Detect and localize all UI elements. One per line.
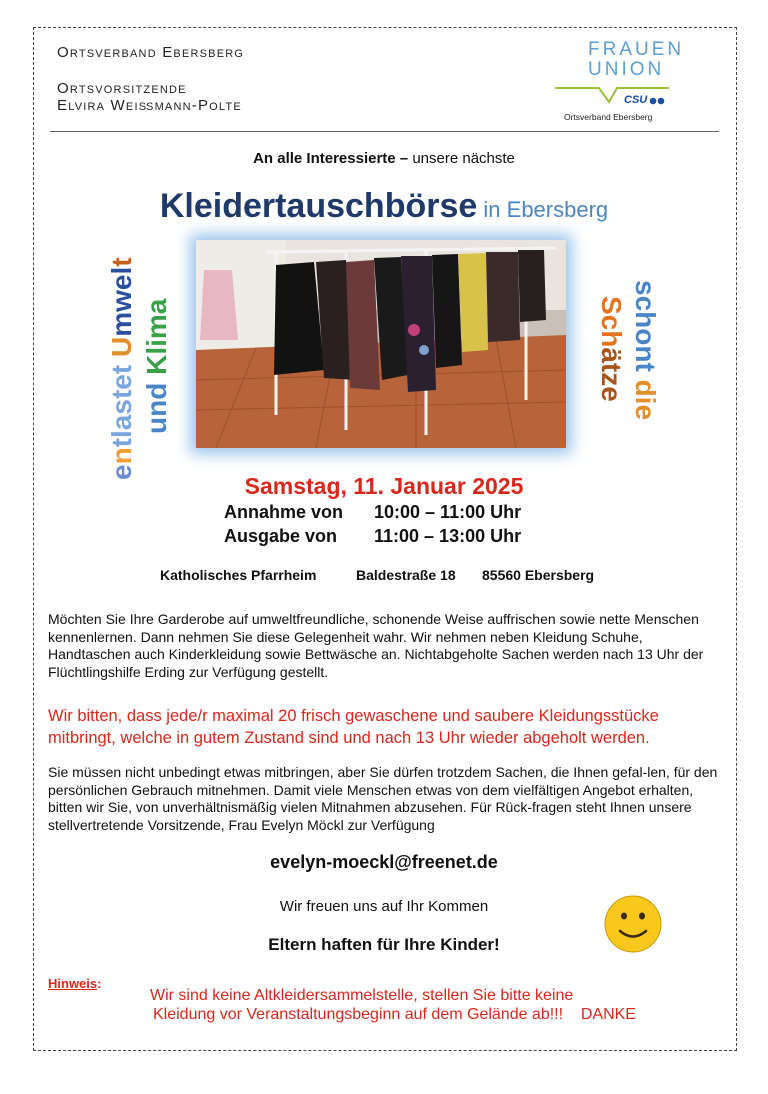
logo-text-union: UNION (588, 59, 665, 80)
ausgabe-time: 11:00 – 13:00 Uhr (374, 526, 522, 546)
slogan-left1-segment: t (106, 437, 137, 448)
logo-text-csu: CSU (624, 94, 648, 106)
slogan-left1-segment: U (106, 336, 137, 358)
frauen-union-logo (553, 38, 685, 124)
slogan-und-klima (141, 299, 173, 434)
notice-line-2: Kleidung vor Veranstaltungsbeginn auf dem Gelände ab!!! DANKE (153, 1006, 636, 1023)
slogan-left1-segment: t (106, 389, 137, 400)
annahme-time: 10:00 – 11:00 Uhr (374, 502, 522, 522)
slogan-left1-segment: l (106, 266, 137, 275)
org-name: Ortsverband Ebersberg (57, 44, 245, 61)
annahme-label: Annahme von (224, 502, 344, 522)
annahme-row (224, 502, 521, 523)
notice-label (48, 976, 101, 991)
venue-name: Katholisches Pfarrheim (160, 567, 317, 583)
notice-line-1: Wir sind keine Altkleidersammelstelle, stellen Sie bitte keine (150, 987, 574, 1004)
slogan-schont-die (629, 280, 661, 420)
header-divider (50, 131, 719, 132)
slogan-left1-segment: e (106, 274, 137, 291)
request-paragraph: Wir bitten, dass jede/r maximal 20 frisch gewaschene und saubere Kleidungsstücke mitbringt, welche in gutem Zustand sind und nach 13 Uhr wieder abgeholt werden. (48, 707, 659, 747)
ausgabe-label: Ausgabe von (224, 526, 338, 546)
slogan-left1-segment: s (106, 399, 137, 415)
intro-rest: unsere nächste (408, 150, 515, 167)
slogan-left1-segment: e (106, 464, 137, 480)
chair-name: Elvira Weißmann-Polte (57, 97, 242, 114)
slogan-left1-segment: m (106, 311, 137, 337)
slogan-right1-segment: schont (630, 280, 661, 380)
clothing-rack-photo (196, 240, 566, 448)
closing-welcome: Wir freuen uns auf Ihr Kommen (279, 898, 489, 915)
intro-bold: An alle Interessierte – (253, 150, 409, 167)
venue-street: Baldestraße 18 (356, 567, 456, 583)
notice-label-colon: : (97, 976, 102, 991)
logo-subtitle: Ortsverband Ebersberg (564, 112, 653, 122)
slogan-entlastet-umwelt (106, 257, 138, 480)
slogan-right1-segment: die (630, 379, 661, 421)
chair-title: Ortsvorsitzende (57, 80, 187, 97)
title-main: Kleidertauschbörse (159, 187, 478, 225)
info-paragraph: Sie müssen nicht unbedingt etwas mitbringen, aber Sie dürfen trotzdem Sachen, die Ihnen gefal-len, für den persönlichen Gebrauch mitnehmen. Damit viele Menschen etwas von dem vielfältigen Angebot erhalten, bitten wir Sie, von unverhältnismäßig vielen Mitnahmen abzusehen. Für Rück-fragen steht Ihnen unsere stellvertretende Vorsitzende, Frau Evelyn Möckl zur Verfügung (48, 764, 718, 833)
slogan-schaetze (595, 296, 627, 402)
lion-emblem-icon (649, 96, 667, 106)
slogan-left1-segment: t (106, 257, 137, 267)
title-location: in Ebersberg (477, 197, 609, 222)
slogan-left1-segment: n (106, 447, 137, 465)
slogan-left1-segment: l (106, 430, 137, 438)
notice-label-text: Hinweis (48, 976, 98, 991)
slogan-left1-segment: a (106, 414, 137, 431)
slogan-left2-segment: Klima (141, 298, 172, 375)
parental-notice: Eltern haften für Ihre Kinder! (268, 935, 500, 954)
venue-city: 85560 Ebersberg (482, 567, 595, 583)
slogan-left1-segment: w (106, 290, 137, 312)
contact-email: evelyn-moeckl@freenet.de (270, 852, 498, 872)
notice-text (150, 986, 636, 1024)
description-paragraph: Möchten Sie Ihre Garderobe auf umweltfreundliche, schonende Weise auffrischen sowie nette Menschen kennenlernen. Dann nehmen Sie diese Gelegenheit wahr. Wir nehmen neben Kleidung Schuhe, Handtaschen auch Kinderkleidung sowie Bettwäsche an. Nichtabgeholte Sachen werden nach 13 Uhr der Flüchtlingshilfe Erding zur Verfügung gestellt. (48, 611, 704, 680)
slogan-left2-segment: und (141, 374, 172, 434)
slogan-right2-segment: ätze (596, 347, 627, 402)
ausgabe-row (224, 526, 521, 547)
slogan-left1-segment: t (106, 364, 137, 375)
slogan-left1-segment (106, 357, 137, 365)
smiley-face-icon (603, 894, 663, 954)
slogan-right2-segment: Sch (596, 296, 627, 348)
logo-text-frauen: FRAUEN (588, 39, 685, 60)
event-date: Samstag, 11. Januar 2025 (244, 473, 524, 499)
slogan-left1-segment: e (106, 374, 137, 390)
intro-line (0, 150, 768, 167)
event-title (0, 187, 768, 226)
